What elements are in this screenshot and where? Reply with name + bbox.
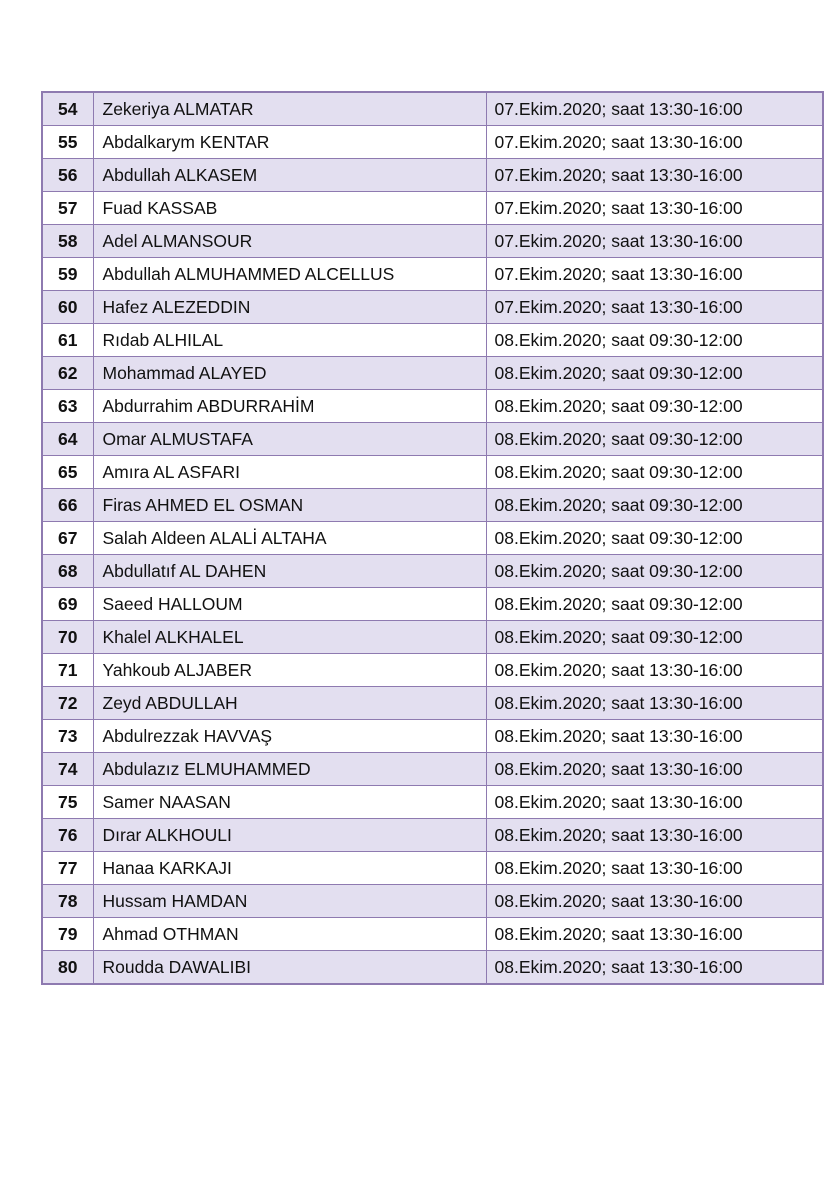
appointment-date: 07.Ekim.2020; saat 13:30-16:00	[486, 225, 823, 258]
row-number: 59	[42, 258, 93, 291]
table-row	[42, 357, 823, 390]
table-row	[42, 92, 823, 126]
appointment-date: 08.Ekim.2020; saat 13:30-16:00	[486, 918, 823, 951]
appointment-date: 08.Ekim.2020; saat 09:30-12:00	[486, 456, 823, 489]
appointment-date: 07.Ekim.2020; saat 13:30-16:00	[486, 92, 823, 126]
row-number: 68	[42, 555, 93, 588]
appointment-date: 08.Ekim.2020; saat 13:30-16:00	[486, 819, 823, 852]
table-row	[42, 918, 823, 951]
person-name: Mohammad ALAYED	[93, 357, 486, 390]
row-number: 67	[42, 522, 93, 555]
person-name: Hanaa KARKAJI	[93, 852, 486, 885]
row-number: 77	[42, 852, 93, 885]
row-number: 57	[42, 192, 93, 225]
table-row	[42, 951, 823, 985]
table-row	[42, 753, 823, 786]
person-name: Abdullah ALMUHAMMED ALCELLUS	[93, 258, 486, 291]
person-name: Rıdab ALHILAL	[93, 324, 486, 357]
appointment-date: 07.Ekim.2020; saat 13:30-16:00	[486, 258, 823, 291]
row-number: 55	[42, 126, 93, 159]
table-row	[42, 390, 823, 423]
row-number: 76	[42, 819, 93, 852]
person-name: Yahkoub ALJABER	[93, 654, 486, 687]
appointment-date: 08.Ekim.2020; saat 09:30-12:00	[486, 555, 823, 588]
table-row	[42, 291, 823, 324]
person-name: Salah Aldeen ALALİ ALTAHA	[93, 522, 486, 555]
person-name: Zekeriya ALMATAR	[93, 92, 486, 126]
person-name: Abdulazız ELMUHAMMED	[93, 753, 486, 786]
table-row	[42, 687, 823, 720]
row-number: 62	[42, 357, 93, 390]
row-number: 71	[42, 654, 93, 687]
table-row	[42, 225, 823, 258]
table-row	[42, 522, 823, 555]
row-number: 61	[42, 324, 93, 357]
appointment-date: 08.Ekim.2020; saat 09:30-12:00	[486, 489, 823, 522]
schedule-table-body	[42, 92, 823, 984]
table-row	[42, 786, 823, 819]
appointment-date: 08.Ekim.2020; saat 13:30-16:00	[486, 885, 823, 918]
person-name: Abdullah ALKASEM	[93, 159, 486, 192]
person-name: Hafez ALEZEDDIN	[93, 291, 486, 324]
person-name: Abdurrahim ABDURRAHİM	[93, 390, 486, 423]
appointment-date: 08.Ekim.2020; saat 13:30-16:00	[486, 852, 823, 885]
table-row	[42, 588, 823, 621]
table-row	[42, 159, 823, 192]
person-name: Fuad KASSAB	[93, 192, 486, 225]
table-row	[42, 555, 823, 588]
person-name: Amıra AL ASFARI	[93, 456, 486, 489]
table-row	[42, 192, 823, 225]
person-name: Saeed HALLOUM	[93, 588, 486, 621]
appointment-date: 08.Ekim.2020; saat 09:30-12:00	[486, 357, 823, 390]
table-row	[42, 456, 823, 489]
appointment-date: 08.Ekim.2020; saat 09:30-12:00	[486, 324, 823, 357]
appointment-date: 08.Ekim.2020; saat 13:30-16:00	[486, 654, 823, 687]
table-row	[42, 720, 823, 753]
person-name: Abdullatıf AL DAHEN	[93, 555, 486, 588]
person-name: Dırar ALKHOULI	[93, 819, 486, 852]
table-row	[42, 324, 823, 357]
row-number: 66	[42, 489, 93, 522]
row-number: 74	[42, 753, 93, 786]
row-number: 70	[42, 621, 93, 654]
person-name: Omar ALMUSTAFA	[93, 423, 486, 456]
row-number: 65	[42, 456, 93, 489]
row-number: 72	[42, 687, 93, 720]
person-name: Ahmad OTHMAN	[93, 918, 486, 951]
row-number: 63	[42, 390, 93, 423]
appointment-date: 08.Ekim.2020; saat 13:30-16:00	[486, 753, 823, 786]
table-row	[42, 654, 823, 687]
person-name: Khalel ALKHALEL	[93, 621, 486, 654]
appointment-date: 07.Ekim.2020; saat 13:30-16:00	[486, 192, 823, 225]
person-name: Zeyd ABDULLAH	[93, 687, 486, 720]
table-row	[42, 819, 823, 852]
appointment-date: 08.Ekim.2020; saat 13:30-16:00	[486, 720, 823, 753]
row-number: 69	[42, 588, 93, 621]
appointment-date: 08.Ekim.2020; saat 13:30-16:00	[486, 687, 823, 720]
appointment-date: 07.Ekim.2020; saat 13:30-16:00	[486, 126, 823, 159]
row-number: 54	[42, 92, 93, 126]
appointment-date: 08.Ekim.2020; saat 13:30-16:00	[486, 786, 823, 819]
person-name: Firas AHMED EL OSMAN	[93, 489, 486, 522]
table-row	[42, 489, 823, 522]
appointment-date: 08.Ekim.2020; saat 13:30-16:00	[486, 951, 823, 985]
row-number: 60	[42, 291, 93, 324]
appointment-date: 08.Ekim.2020; saat 09:30-12:00	[486, 522, 823, 555]
appointment-date: 08.Ekim.2020; saat 09:30-12:00	[486, 621, 823, 654]
row-number: 79	[42, 918, 93, 951]
table-row	[42, 126, 823, 159]
person-name: Hussam HAMDAN	[93, 885, 486, 918]
row-number: 78	[42, 885, 93, 918]
appointment-date: 07.Ekim.2020; saat 13:30-16:00	[486, 159, 823, 192]
appointment-date: 08.Ekim.2020; saat 09:30-12:00	[486, 390, 823, 423]
person-name: Abdulrezzak HAVVAŞ	[93, 720, 486, 753]
table-row	[42, 621, 823, 654]
row-number: 73	[42, 720, 93, 753]
appointment-date: 08.Ekim.2020; saat 09:30-12:00	[486, 588, 823, 621]
table-row	[42, 423, 823, 456]
table-row	[42, 852, 823, 885]
person-name: Adel ALMANSOUR	[93, 225, 486, 258]
person-name: Abdalkarym KENTAR	[93, 126, 486, 159]
row-number: 58	[42, 225, 93, 258]
table-row	[42, 258, 823, 291]
appointment-date: 07.Ekim.2020; saat 13:30-16:00	[486, 291, 823, 324]
schedule-table	[41, 91, 824, 985]
person-name: Samer NAASAN	[93, 786, 486, 819]
row-number: 64	[42, 423, 93, 456]
row-number: 75	[42, 786, 93, 819]
appointment-date: 08.Ekim.2020; saat 09:30-12:00	[486, 423, 823, 456]
table-row	[42, 885, 823, 918]
person-name: Roudda DAWALIBI	[93, 951, 486, 985]
row-number: 56	[42, 159, 93, 192]
row-number: 80	[42, 951, 93, 985]
